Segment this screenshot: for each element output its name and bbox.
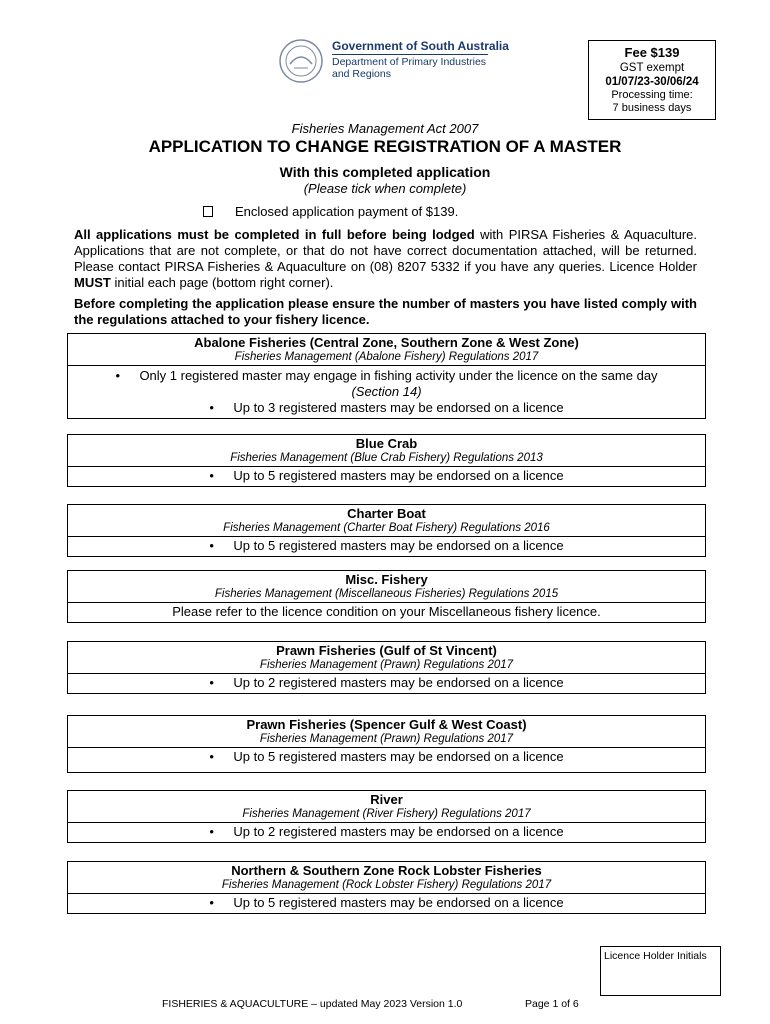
intro-paragraph <box>74 227 697 291</box>
fishery-rule <box>68 368 705 384</box>
fishery-name: Prawn Fisheries (Gulf of St Vincent) <box>276 643 497 658</box>
intro-text-b: initial each page (bottom right corner). <box>110 275 334 290</box>
footer-version: FISHERIES & AQUACULTURE – updated May 2023 Version 1.0 <box>162 998 463 1010</box>
fishery-name: Abalone Fisheries (Central Zone, Southern Zone & West Zone) <box>194 335 579 350</box>
licence-holder-initials-field[interactable] <box>600 946 721 996</box>
fishery-regulation: Fisheries Management (Prawn) Regulations 2017 <box>259 733 514 745</box>
fishery-name: Blue Crab <box>355 436 418 451</box>
gst-status: GST exempt <box>619 62 685 74</box>
section-heading: With this completed application <box>279 164 491 180</box>
payment-checkbox[interactable] <box>203 206 213 217</box>
before-note: Before completing the application please ensure the number of masters you have listed comply with the regulations attached to your fishery licence. <box>74 296 697 327</box>
fishery-rule <box>68 468 705 484</box>
initials-label: Licence Holder Initials <box>604 950 707 962</box>
fishery-rule-section: (Section 14) <box>351 384 422 399</box>
fishery-rule-text: Up to 5 registered masters may be endorsed on a licence <box>233 538 564 553</box>
fishery-rule <box>68 749 705 765</box>
fishery-name: Prawn Fisheries (Spencer Gulf & West Coast) <box>246 717 527 732</box>
fishery-name: River <box>370 792 403 807</box>
fishery-rule <box>68 824 705 840</box>
footer-page-number: Page 1 of 6 <box>525 998 579 1010</box>
fishery-box-river <box>67 790 706 843</box>
state-seal-icon <box>278 38 324 84</box>
fishery-rule-text: Only 1 registered master may engage in fishing activity under the licence on the same day <box>139 368 658 383</box>
tick-note: (Please tick when complete) <box>303 181 467 196</box>
fishery-box-rock-lobster <box>67 861 706 914</box>
fee-amount: Fee $139 <box>624 45 680 60</box>
fishery-box-blue-crab <box>67 434 706 487</box>
fishery-box-prawn-spencer-gulf <box>67 715 706 773</box>
fishery-regulation: Fisheries Management (River Fishery) Regulations 2017 <box>242 808 531 820</box>
processing-value: 7 business days <box>612 102 692 114</box>
fishery-name: Northern & Southern Zone Rock Lobster Fisheries <box>231 863 542 878</box>
fishery-regulation: Fisheries Management (Blue Crab Fishery) Regulations 2013 <box>230 452 543 464</box>
processing-label: Processing time: <box>611 89 693 101</box>
intro-bold-lead: All applications must be completed in full before being lodged <box>74 227 475 242</box>
fishery-box-misc <box>67 570 706 623</box>
fishery-regulation: Fisheries Management (Abalone Fishery) Regulations 2017 <box>234 351 539 363</box>
fishery-box-abalone <box>67 333 706 419</box>
fishery-rule <box>68 895 705 911</box>
fishery-rule-text: Up to 5 registered masters may be endorsed on a licence <box>233 468 564 483</box>
fishery-rule-text: Up to 3 registered masters may be endorsed on a licence <box>233 400 564 415</box>
fishery-regulation: Fisheries Management (Charter Boat Fishery) Regulations 2016 <box>223 522 550 534</box>
fishery-name: Misc. Fishery <box>345 572 428 587</box>
department-line-2: and Regions <box>332 68 391 80</box>
fishery-regulation: Fisheries Management (Rock Lobster Fishery) Regulations 2017 <box>221 879 552 891</box>
department-line-1: Department of Primary Industries <box>332 56 487 68</box>
fishery-rule <box>68 675 705 691</box>
page-title: APPLICATION TO CHANGE REGISTRATION OF A MASTER <box>148 137 622 156</box>
fishery-regulation: Fisheries Management (Prawn) Regulations 2017 <box>259 659 514 671</box>
fishery-box-charter-boat <box>67 504 706 557</box>
fishery-box-prawn-gulf-st-vincent <box>67 641 706 694</box>
fishery-rule-text: Up to 2 registered masters may be endorsed on a licence <box>233 824 564 839</box>
fee-period: 01/07/23-30/06/24 <box>605 76 699 88</box>
fishery-rule-text: Up to 5 registered masters may be endorsed on a licence <box>233 895 564 910</box>
fishery-rule-text: Please refer to the licence condition on your Miscellaneous fishery licence. <box>172 604 601 619</box>
fee-box <box>588 40 716 120</box>
payment-checklist-item <box>203 204 458 219</box>
fishery-rule-text: Up to 5 registered masters may be endorsed on a licence <box>233 749 564 764</box>
fishery-rule <box>68 400 705 416</box>
government-name: Government of South Australia <box>332 39 509 53</box>
department-name <box>332 56 486 80</box>
fishery-rule-text: Up to 2 registered masters may be endorsed on a licence <box>233 675 564 690</box>
fishery-regulation: Fisheries Management (Miscellaneous Fisheries) Regulations 2015 <box>214 588 559 600</box>
fishery-rule <box>68 538 705 554</box>
checklist-label: Enclosed application payment of $139. <box>235 204 459 219</box>
intro-text-a: with PIRSA Fisheries & Aquaculture. Applications that are not complete, or that do not have correct documentation attached, will be returned. Please contact PIRSA Fisheries & Aquaculture on (08) 8207 5332 if you have any queries. Licence Holder <box>74 227 697 274</box>
intro-must: MUST <box>74 275 111 290</box>
act-name: Fisheries Management Act 2007 <box>291 121 479 136</box>
government-logo <box>278 38 509 86</box>
logo-divider <box>332 54 488 55</box>
fishery-name: Charter Boat <box>347 506 426 521</box>
